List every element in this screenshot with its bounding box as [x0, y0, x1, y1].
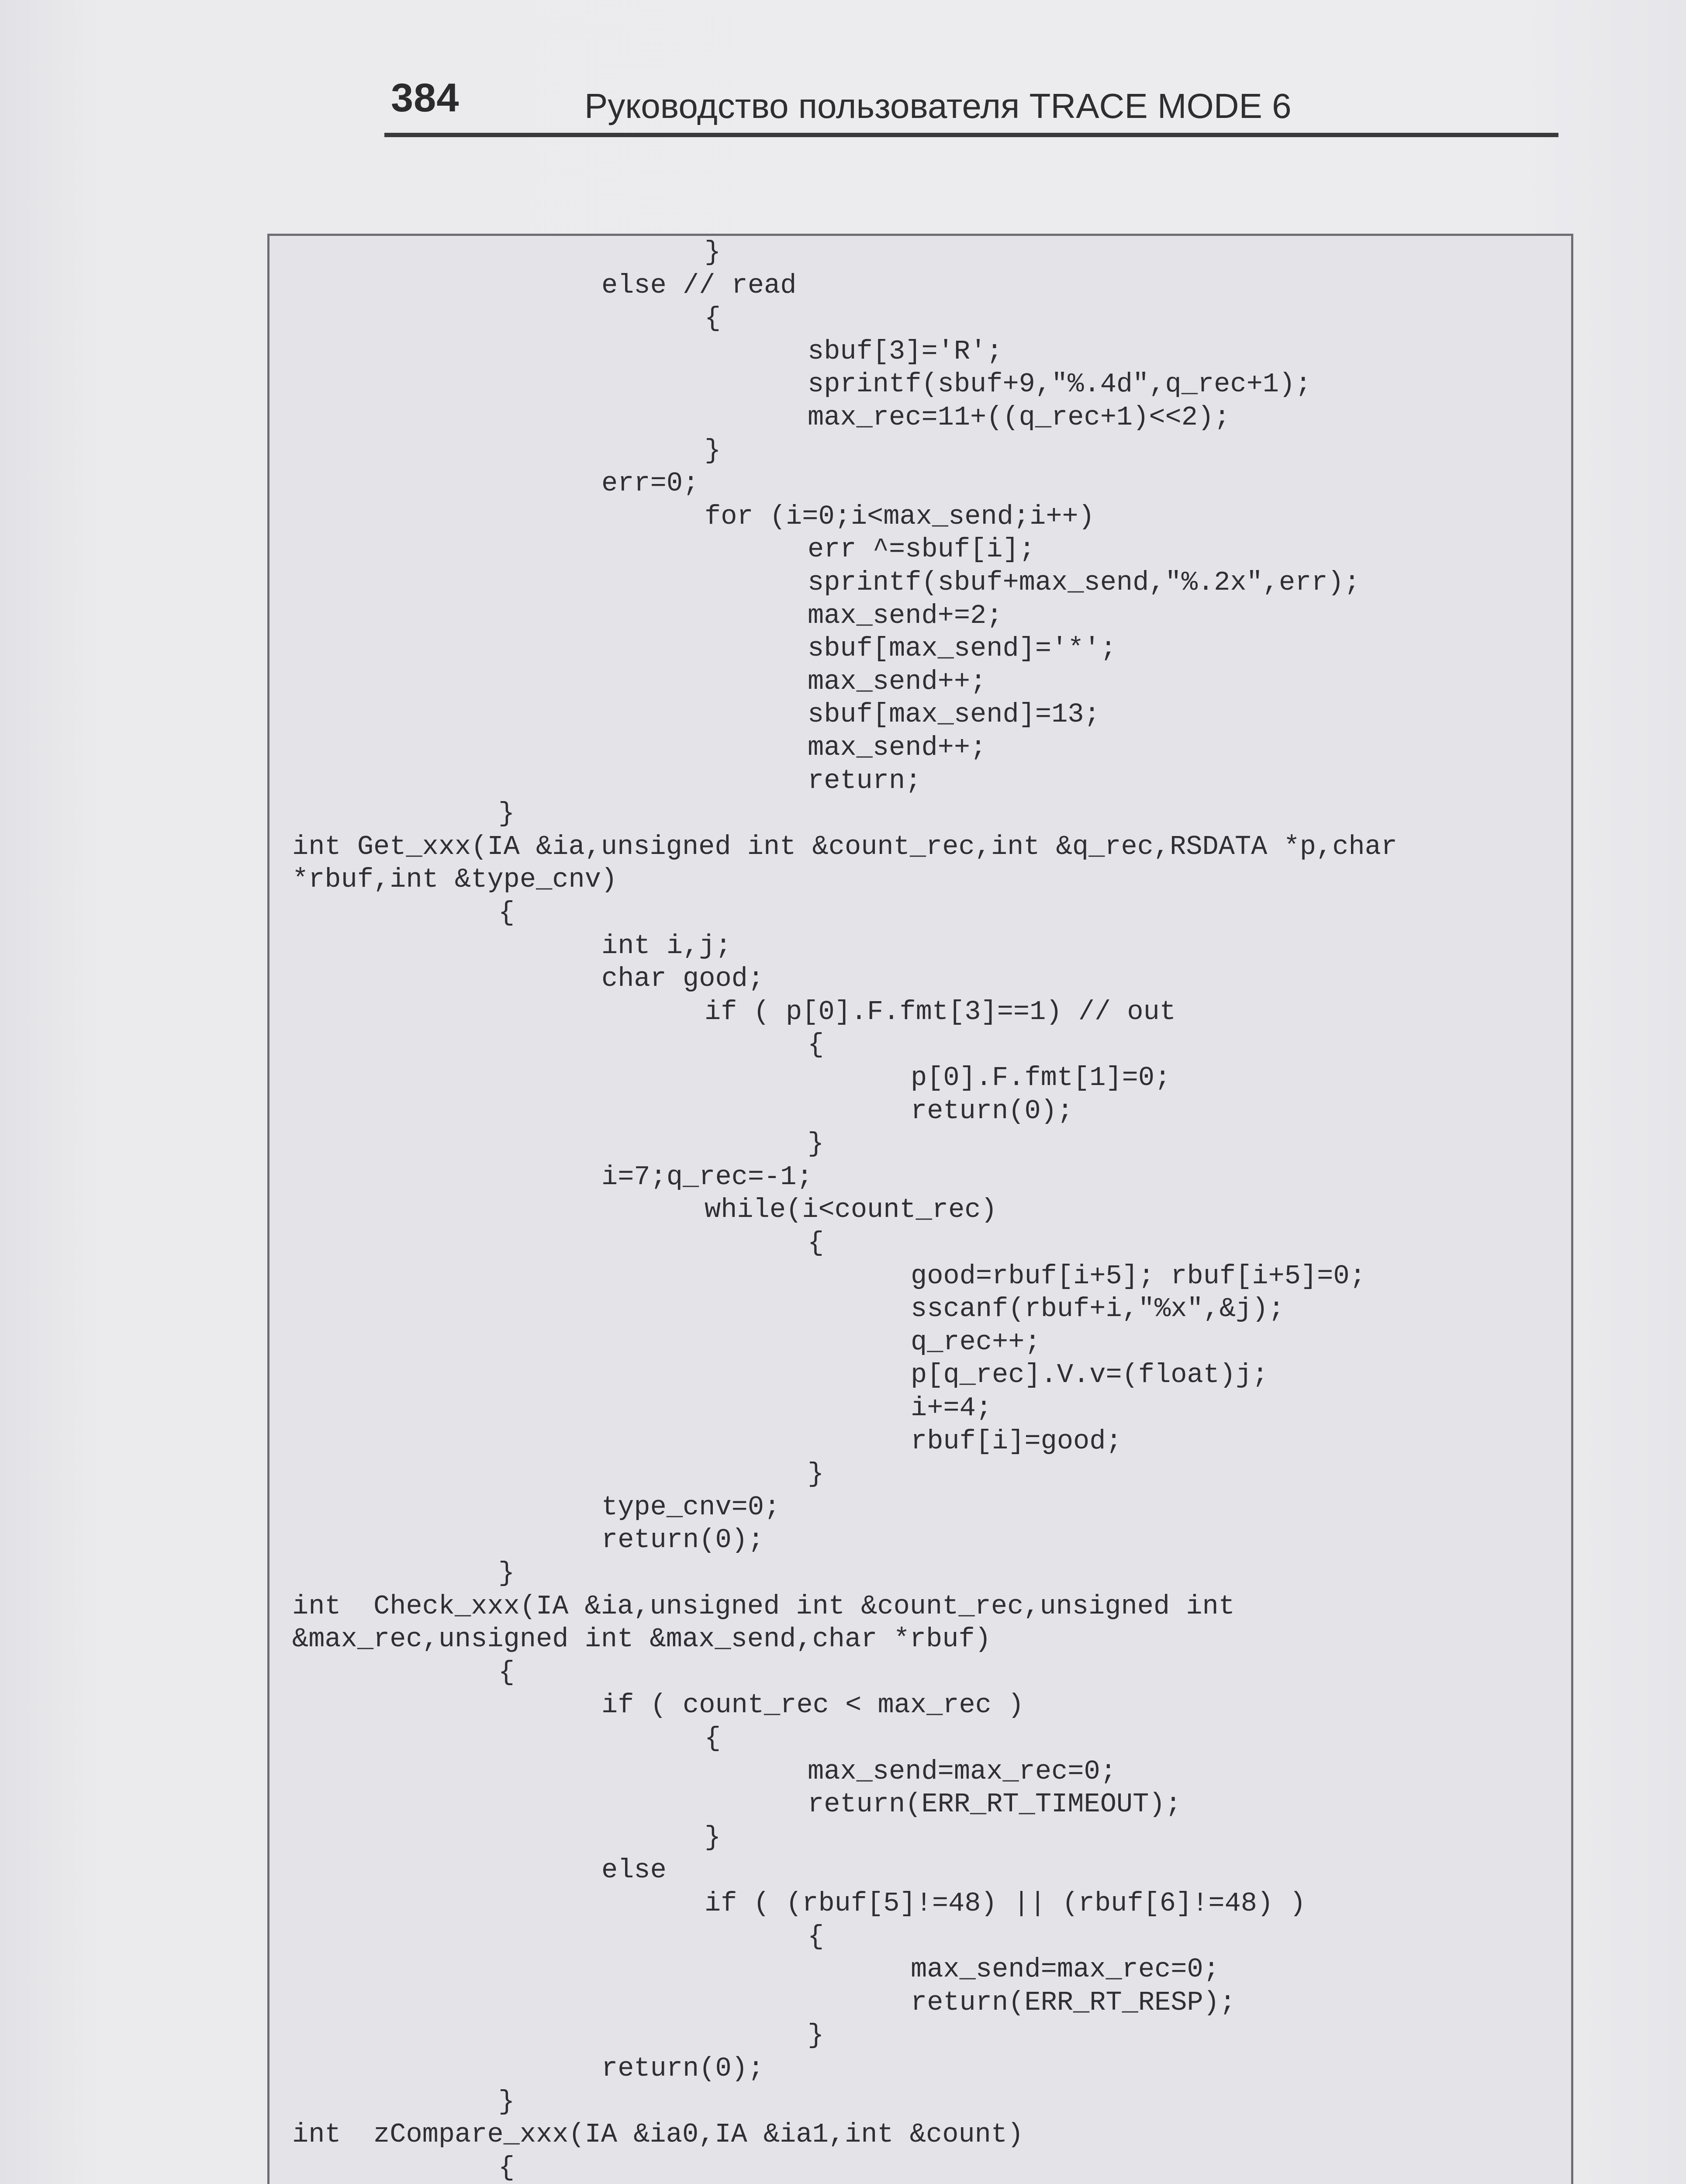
code-line: max_send++; — [808, 666, 987, 697]
code-line: int Check_xxx(IA &ia,unsigned int &count_rec,unsigned int — [292, 1590, 1235, 1622]
code-line: return(0); — [601, 1524, 764, 1556]
code-line: return(ERR_RT_RESP); — [911, 1987, 1236, 2018]
code-line: return(0); — [911, 1095, 1074, 1127]
code-line: err ^=sbuf[i]; — [808, 534, 1035, 565]
code-line: } — [498, 1558, 515, 1589]
code-line: *rbuf,int &type_cnv) — [292, 864, 618, 895]
code-line: p[0].F.fmt[1]=0; — [911, 1062, 1171, 1093]
code-line: } — [808, 1458, 824, 1490]
code-line: } — [705, 1821, 721, 1853]
code-line: for (i=0;i<max_send;i++) — [705, 501, 1095, 532]
page-number: 384 — [391, 76, 460, 120]
code-line: type_cnv=0; — [601, 1491, 781, 1523]
code-line: max_send+=2; — [808, 600, 1003, 631]
code-line: if ( p[0].F.fmt[3]==1) // out — [705, 996, 1176, 1027]
code-line: { — [498, 1656, 515, 1688]
code-line: } — [705, 237, 721, 268]
code-line: { — [498, 897, 515, 928]
code-line: max_send++; — [808, 732, 987, 763]
code-line: rbuf[i]=good; — [911, 1425, 1122, 1457]
code-line: good=rbuf[i+5]; rbuf[i+5]=0; — [911, 1260, 1366, 1292]
code-line: { — [808, 1921, 824, 1952]
code-line: err=0; — [601, 468, 699, 499]
code-line: i+=4; — [911, 1393, 992, 1424]
code-line: sprintf(sbuf+max_send,"%.2x",err); — [808, 567, 1361, 598]
code-line: } — [808, 2020, 824, 2051]
code-line: int i,j; — [601, 930, 732, 961]
code-line: { — [808, 1227, 824, 1258]
code-line: { — [498, 2152, 515, 2183]
code-line: int Get_xxx(IA &ia,unsigned int &count_rec,int &q_rec,RSDATA *p,char — [292, 831, 1398, 862]
code-line: max_rec=11+((q_rec+1)<<2); — [808, 402, 1230, 433]
code-line: } — [498, 798, 515, 829]
code-line: int zCompare_xxx(IA &ia0,IA &ia1,int &count) — [292, 2119, 1024, 2150]
code-line: sbuf[3]='R'; — [808, 335, 1003, 367]
header-rule — [384, 133, 1558, 137]
code-listing-box — [267, 234, 1573, 2184]
code-line: { — [808, 1029, 824, 1061]
code-line: } — [705, 435, 721, 466]
code-line: sscanf(rbuf+i,"%x",&j); — [911, 1293, 1285, 1325]
code-line: p[q_rec].V.v=(float)j; — [911, 1359, 1268, 1391]
code-line: return(0); — [601, 2053, 764, 2084]
code-line: else // read — [601, 270, 797, 301]
code-line: max_send=max_rec=0; — [808, 1755, 1116, 1787]
code-line: sbuf[max_send]=13; — [808, 699, 1100, 730]
code-line: { — [705, 303, 721, 334]
code-line: i=7;q_rec=-1; — [601, 1161, 813, 1192]
code-line: { — [705, 1723, 721, 1754]
code-line: sbuf[max_send]='*'; — [808, 633, 1116, 664]
code-line: while(i<count_rec) — [705, 1194, 997, 1226]
code-line: q_rec++; — [911, 1326, 1041, 1358]
code-line: max_send=max_rec=0; — [911, 1954, 1220, 1985]
code-line: if ( count_rec < max_rec ) — [601, 1690, 1024, 1721]
code-line: } — [498, 2086, 515, 2117]
code-line: } — [808, 1128, 824, 1160]
running-header-title: Руководство пользователя TRACE MODE 6 — [584, 86, 1292, 125]
code-line: &max_rec,unsigned int &max_send,char *rbuf) — [292, 1624, 991, 1655]
code-line: char good; — [601, 963, 764, 995]
code-line: sprintf(sbuf+9,"%.4d",q_rec+1); — [808, 369, 1312, 400]
code-line: else — [601, 1855, 667, 1886]
code-line: if ( (rbuf[5]!=48) || (rbuf[6]!=48) ) — [705, 1888, 1306, 1919]
code-line: return; — [808, 765, 922, 796]
code-line: return(ERR_RT_TIMEOUT); — [808, 1789, 1182, 1820]
